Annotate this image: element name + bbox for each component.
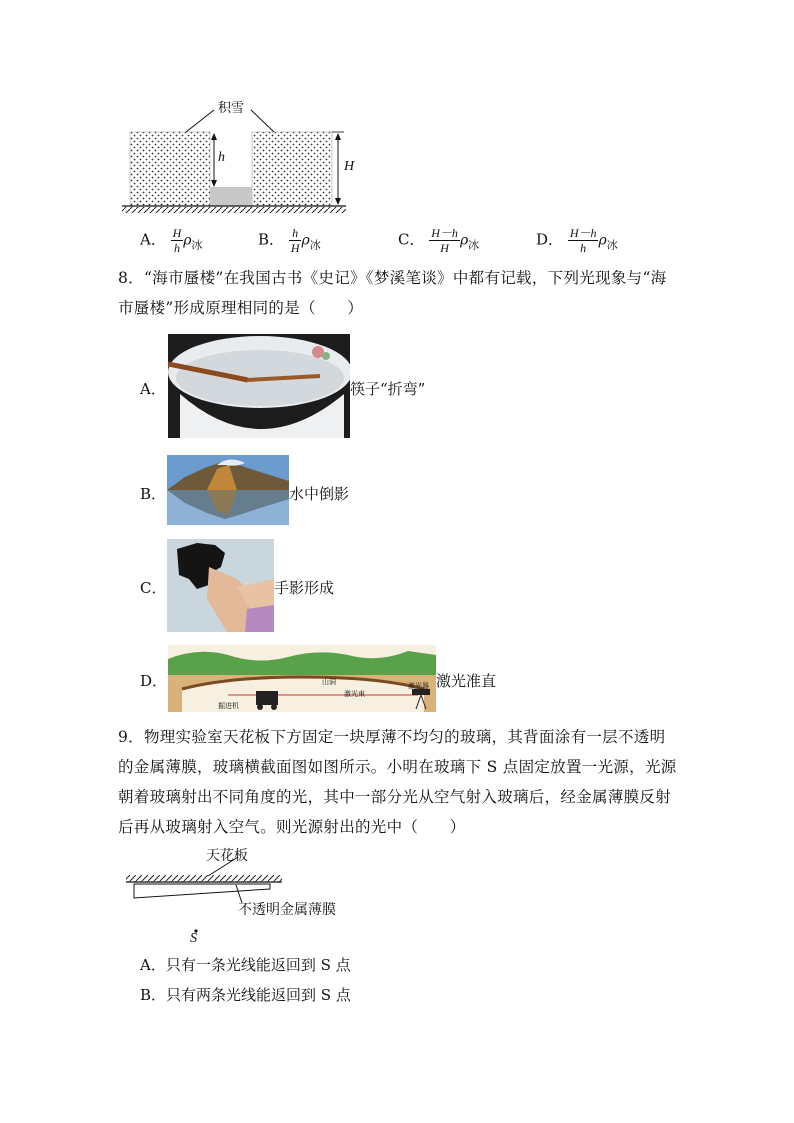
q8-option-d-caption: 激光准直 [436, 672, 497, 690]
glass-figure [118, 845, 368, 950]
q7-option-b[interactable]: B． $\frac{h}{H}$ $\rho_冰$ [258, 226, 321, 255]
laser-tunnel-image [168, 645, 436, 712]
q9-option-a[interactable]: A．只有一条光线能返回到 S 点 [140, 956, 351, 974]
q7-option-a[interactable]: A． $\frac{H}{h}$ $\rho_冰$ [140, 226, 203, 255]
glass-wedge [134, 884, 270, 898]
snow-block-left [130, 132, 210, 206]
fraction: $\frac{H}{h}$ [172, 226, 182, 255]
snow-block-right [252, 132, 332, 206]
tunnel-label-beam: 激光束 [344, 690, 365, 698]
tunnel-label-laser: 激光器 [408, 682, 429, 690]
question-9-stem: 9．物理实验室天花板下方固定一块厚薄不均匀的玻璃，其背面涂有一层不透明 的金属薄膜，玻璃横截面图如图所示。小明在玻璃下 S 点固定放置一光源，光源 朝着玻璃射出不同角度的光，其中一部分光从空气射入玻璃后，经金属薄膜反射 后再从玻璃射入空气。则光源射出的光中（ ） [118, 728, 677, 836]
q7-option-c[interactable]: C． $\frac{H-h}{H}$ $\rho_冰$ [398, 226, 480, 255]
q8-option-c-caption: 手影形成 [274, 579, 335, 597]
hand-shadow-image [167, 539, 274, 632]
q8-option-d-letter[interactable]: D． [140, 672, 168, 690]
q8-option-a-caption: 筷子“折弯” [350, 380, 426, 398]
q9-option-b[interactable]: B．只有两条光线能返回到 S 点 [140, 986, 351, 1004]
ceiling-label: 天花板 [206, 848, 248, 864]
h-label: h [218, 150, 225, 165]
fraction: $\frac{H-h}{H}$ [431, 226, 458, 255]
water-reflection-image [167, 455, 289, 525]
bowl-chopsticks-image [168, 334, 350, 438]
ground-hatch [122, 207, 346, 213]
snow-figure [118, 95, 368, 220]
fraction: $\frac{h}{H}$ [290, 226, 300, 255]
source-label: S [190, 931, 197, 946]
question-8-stem: 8．“海市蜃楼”在我国古书《史记》《梦溪笔谈》中都有记载，下列光现象与“海 市蜃楼”形成原理相同的是（ ） [118, 269, 667, 317]
fraction: $\frac{H-h}{h}$ [569, 226, 597, 255]
ceiling-hatch [126, 875, 282, 882]
snow-label: 积雪 [218, 101, 245, 116]
snow-pointer-right [251, 110, 274, 132]
snow-pointer-left [186, 110, 214, 132]
q8-option-b-caption: 水中倒影 [289, 485, 350, 503]
tunnel-label-cave: 山洞 [322, 678, 336, 686]
q7-option-d[interactable]: D． $\frac{H-h}{h}$ $\rho_冰$ [536, 226, 618, 255]
ice-layer [210, 187, 252, 206]
tunnel-label-machine: 掘进机 [218, 702, 239, 710]
q8-option-c-letter[interactable]: C． [140, 579, 167, 597]
q8-option-a-letter[interactable]: A． [140, 380, 166, 398]
H-label: H [344, 159, 355, 174]
film-label: 不透明金属薄膜 [238, 902, 336, 918]
q8-option-b-letter[interactable]: B． [140, 485, 167, 503]
